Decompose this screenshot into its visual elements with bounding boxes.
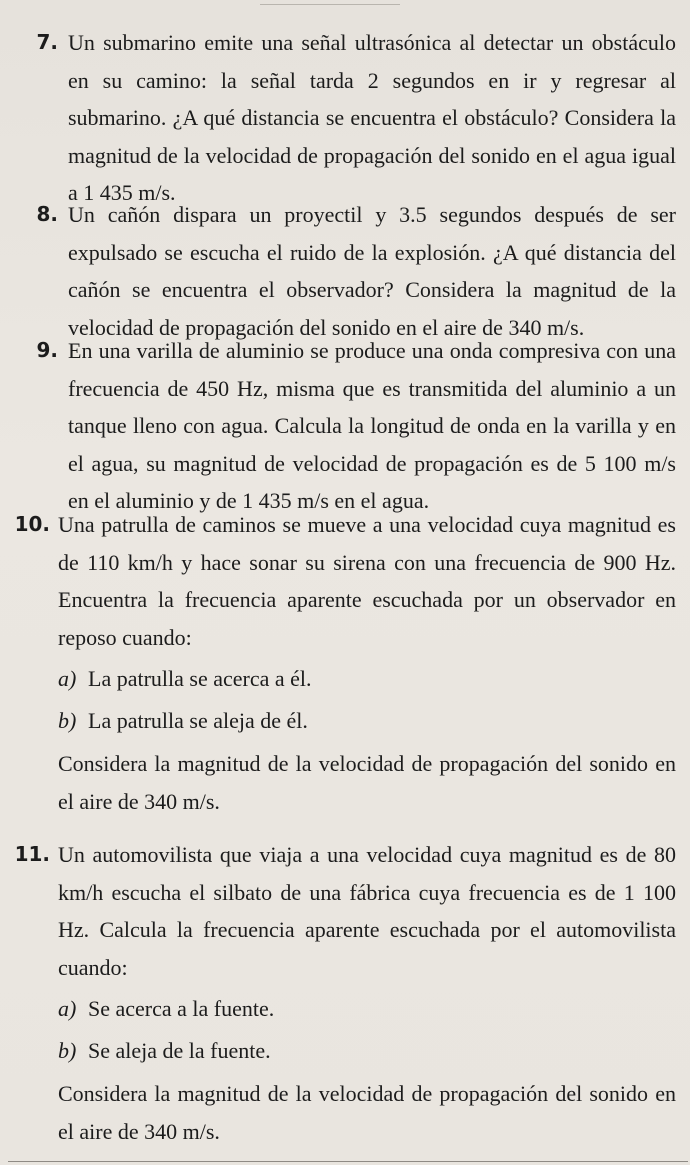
problem-9: [36, 332, 676, 520]
sub-item-b: [58, 702, 676, 740]
problem-text: Un submarino emite una señal ultrasónica al detectar un obstáculo en su camino: la señal tarda 2 segundos en ir y regresar al submarino. ¿A qué distancia se encuentra el obstáculo? Considera la magnitud de la velocidad de propagación del sonido en el agua igual a 1 435 m/s.: [68, 30, 676, 205]
item-text: Se aleja de la fuente.: [88, 1037, 271, 1063]
problem-note: Considera la magnitud de la velocidad de propagación del sonido en el aire de 340 m/s.: [58, 1081, 676, 1144]
problem-7: [36, 24, 676, 212]
item-text: La patrulla se acerca a él.: [88, 666, 312, 691]
problem-number: 7.: [36, 30, 58, 54]
item-label: b): [58, 1037, 77, 1063]
item-label: a): [58, 996, 77, 1021]
problem-8: [36, 196, 676, 346]
problem-10: [14, 506, 676, 820]
item-text: La patrulla se aleja de él.: [88, 707, 308, 733]
sub-item-a: [58, 660, 676, 698]
problem-text: Un automovilista que viaja a una velocidad cuya magnitud es de 80 km/h escucha el silbato de una fábrica cuya frecuencia es de 1 100 Hz. Calcula la frecuencia aparente escuchada por el automovilista cuando:: [58, 842, 676, 980]
item-text: Se acerca a la fuente.: [88, 996, 275, 1021]
problem-11: [14, 836, 676, 1150]
problem-text: En una varilla de aluminio se produce una onda compresiva con una frecuencia de 450 Hz, misma que es transmitida del aluminio a un tanque lleno con agua. Calcula la longitud de onda en la varilla y en el agua, su magnitud de velocidad de propagación es de 5 100 m/s en el aluminio y de 1 435 m/s en el agua.: [68, 338, 676, 513]
problem-number: 9.: [36, 338, 58, 362]
problem-text: Una patrulla de caminos se mueve a una velocidad cuya magnitud es de 110 km/h y hace sonar su sirena con una frecuencia de 900 Hz. Encuentra la frecuencia aparente escuchada por un observador en reposo cuando:: [58, 512, 676, 650]
problem-text: Un cañón dispara un proyectil y 3.5 segundos después de ser expulsado se escucha el ruido de la explosión. ¿A qué distancia del cañón se encuentra el observador? Considera la magnitud de la velocidad de propagación del sonido en el aire de 340 m/s.: [68, 202, 676, 340]
problem-number: 11.: [14, 842, 50, 866]
problem-number: 8.: [36, 202, 58, 226]
item-label: a): [58, 666, 77, 691]
problem-note: Considera la magnitud de la velocidad de propagación del sonido en el aire de 340 m/s.: [58, 751, 676, 814]
item-label: b): [58, 707, 77, 733]
problem-number: 10.: [14, 512, 50, 536]
sub-item-a: [58, 990, 676, 1028]
bottom-edge-line: [8, 1161, 688, 1162]
sub-item-b: [58, 1032, 676, 1070]
top-edge-line: [260, 0, 400, 5]
